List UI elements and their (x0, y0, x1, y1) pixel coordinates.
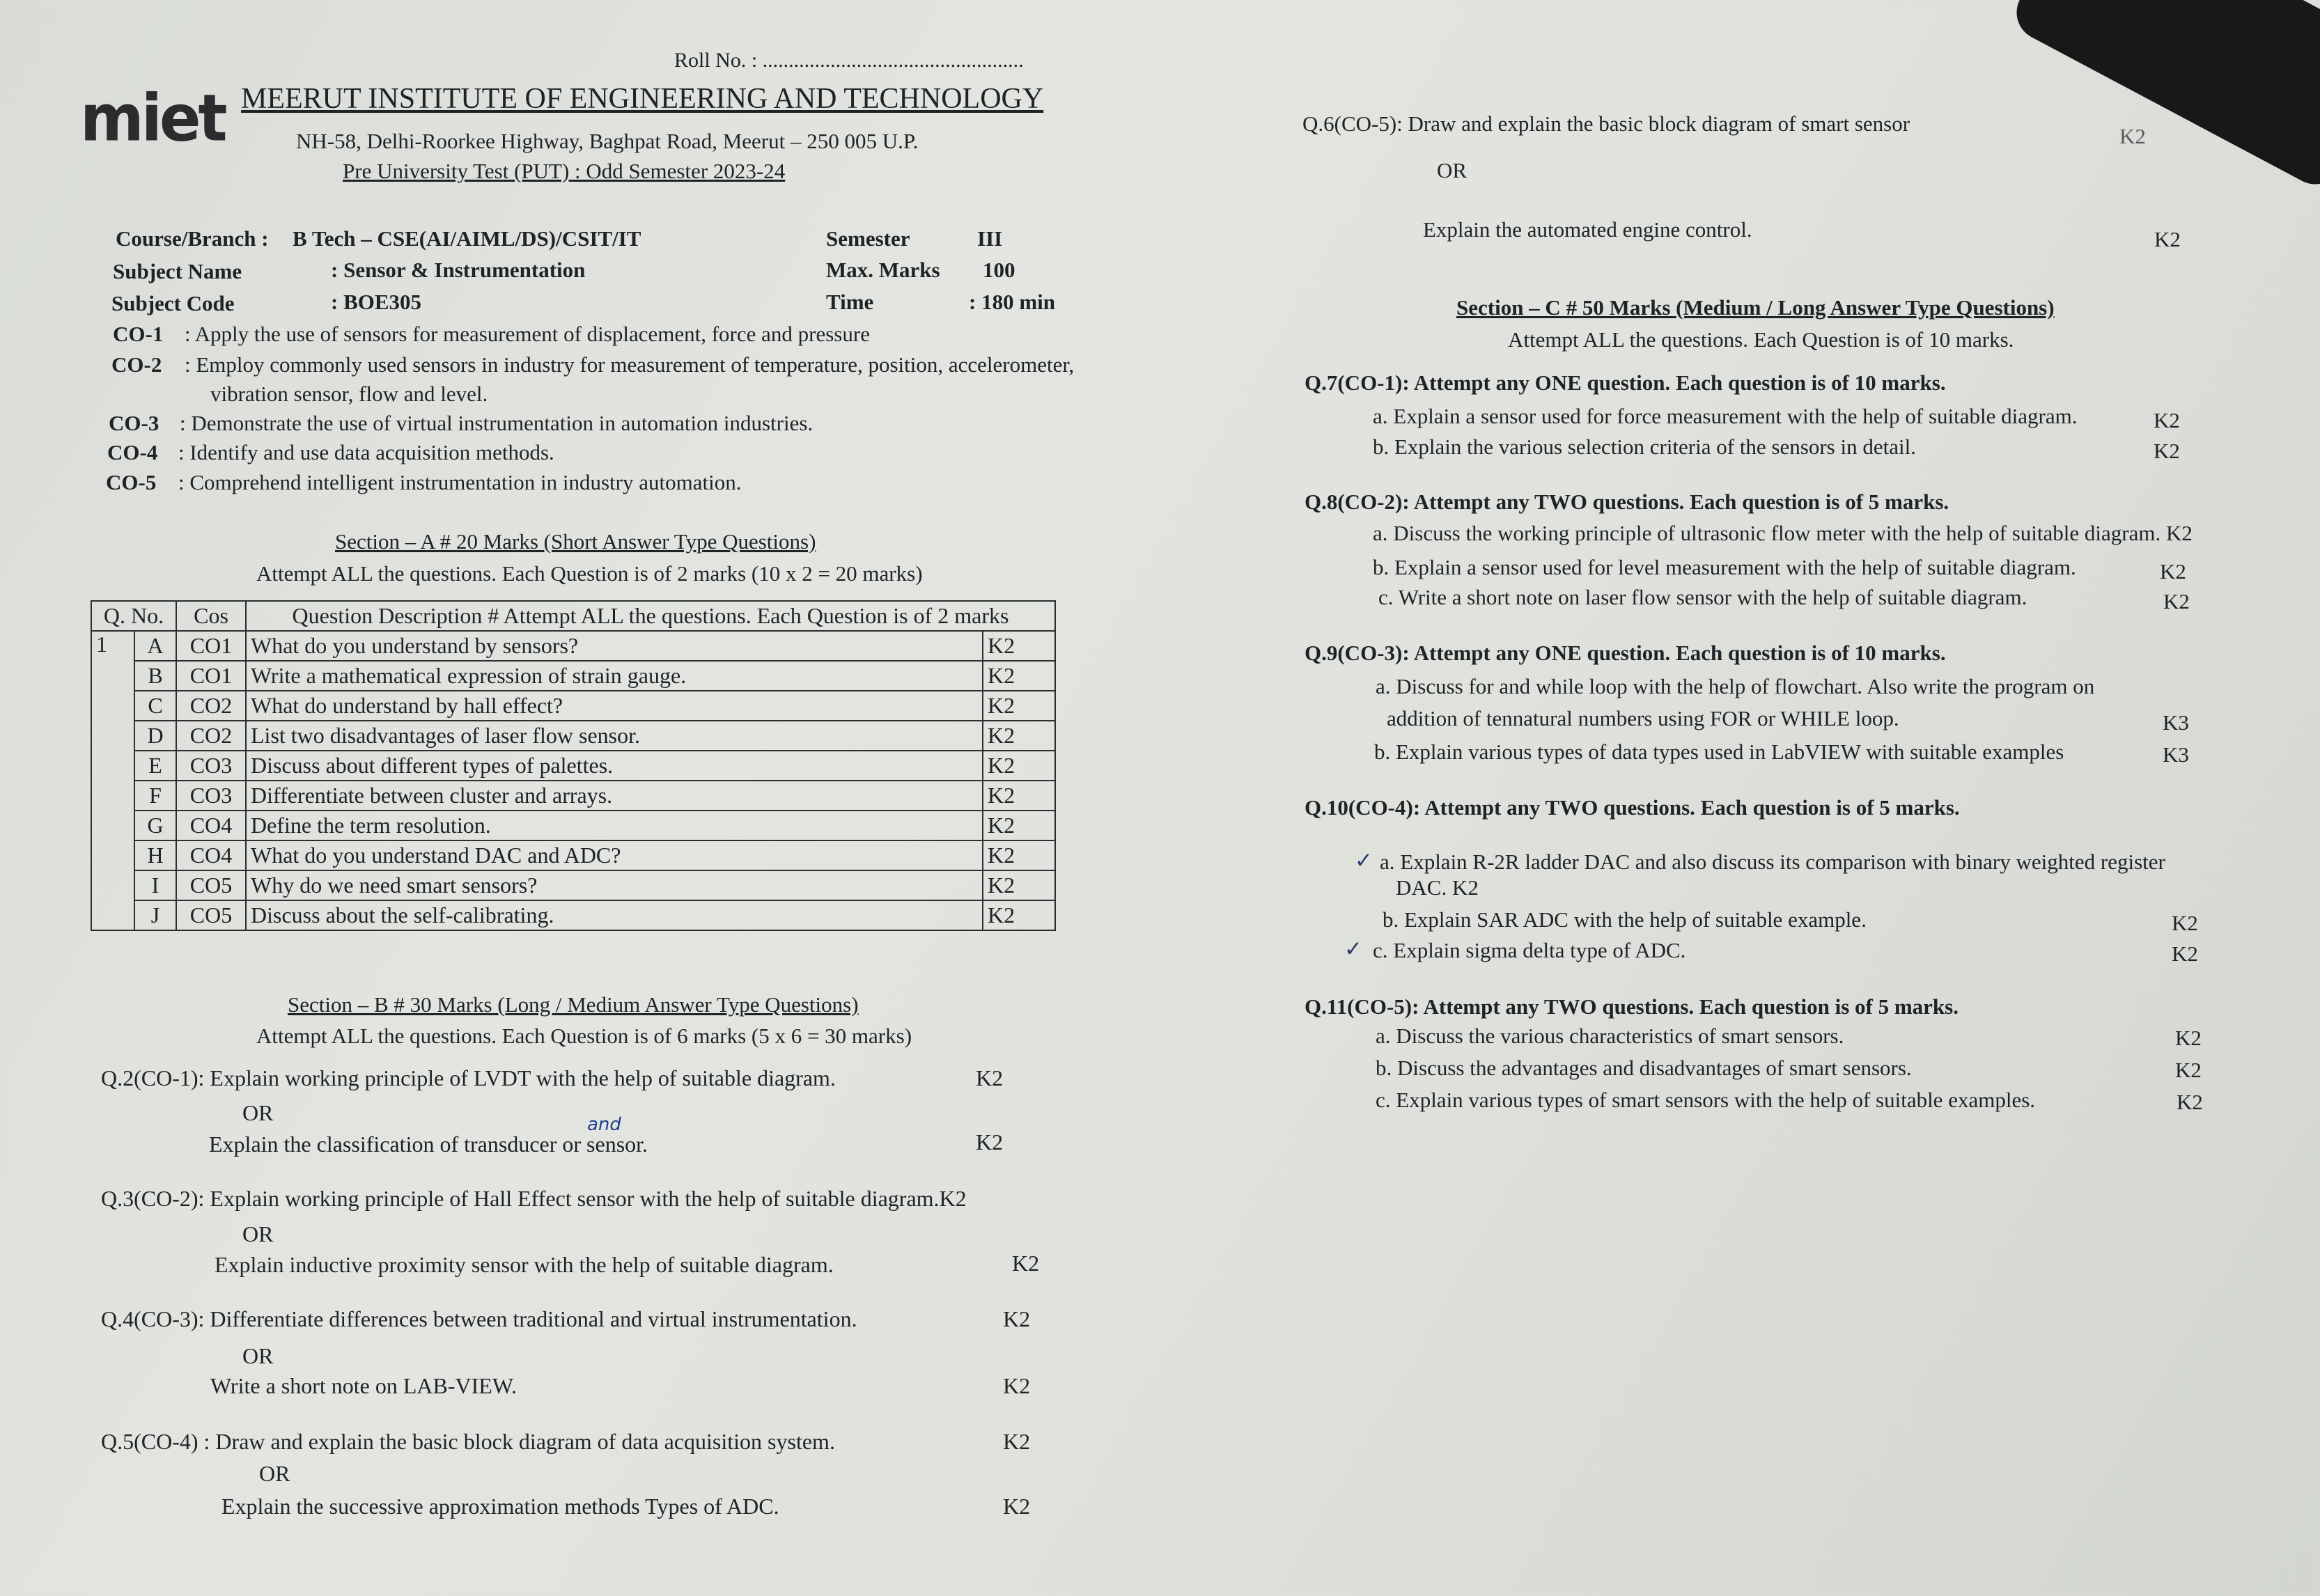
college-address: NH-58, Delhi-Roorkee Highway, Baghpat Road, Meerut – 250 005 U.P. (296, 129, 919, 153)
q3-option-a: Q.3(CO-2): Explain working principle of Hall Effect sensor with the help of suitable diagram.K2 (101, 1186, 967, 1211)
q4-option-a: Q.4(CO-3): Differentiate differences between traditional and virtual instrumentation. (101, 1306, 857, 1331)
question-text: What do understand by hall effect? (246, 691, 983, 721)
k-level: K2 (983, 661, 1055, 691)
college-logo: miet (80, 80, 225, 156)
co-cell: CO2 (176, 691, 246, 721)
check-mark-icon: ✓ (1355, 848, 1373, 873)
or-label: OR (259, 1461, 290, 1486)
table-row (91, 751, 1055, 781)
handwritten-note: and (587, 1114, 621, 1135)
subject-value: : Sensor & Instrumentation (331, 258, 586, 282)
k-level: K2 (983, 900, 1055, 930)
co-text: vibration sensor, flow and level. (210, 382, 488, 406)
k-level: K2 (2154, 227, 2181, 251)
q4-option-b: Write a short note on LAB-VIEW. (210, 1373, 517, 1398)
k-level: K2 (2154, 408, 2180, 432)
table-row (91, 661, 1055, 691)
semester-value: III (977, 226, 1003, 251)
sub-question-letter: F (134, 781, 176, 811)
k-level: K2 (983, 781, 1055, 811)
k-level: K2 (1003, 1494, 1031, 1519)
college-name: MEERUT INSTITUTE OF ENGINEERING AND TECHNOLOGY (241, 83, 1044, 115)
exam-title: Pre University Test (PUT) : Odd Semester 2023-24 (343, 159, 786, 183)
k-level: K2 (983, 751, 1055, 781)
co-cell: CO1 (176, 631, 246, 661)
co-cell: CO3 (176, 751, 246, 781)
cos-header: Cos (176, 601, 246, 631)
co-text: : Apply the use of sensors for measurement of displacement, force and pressure (185, 322, 870, 346)
section-a-table (91, 600, 1056, 931)
q2-option-b: Explain the classification of transducer or sensor. (209, 1132, 648, 1157)
q9-part-a-line2: addition of tennatural numbers using FOR or WHILE loop. (1387, 706, 1899, 730)
k-level: K2 (2119, 124, 2146, 148)
q7-part-b: b. Explain the various selection criteria of the sensors in detail. (1373, 435, 1916, 459)
co-code: CO-2 (111, 352, 162, 377)
k-level: K2 (983, 870, 1055, 900)
k-level: K2 (983, 721, 1055, 751)
q11-part-a: a. Discuss the various characteristics of smart sensors. (1376, 1024, 1844, 1048)
qno-header: Q. No. (91, 601, 176, 631)
q3-option-b: Explain inductive proximity sensor with the help of suitable diagram. (215, 1252, 834, 1277)
question-text: What do you understand by sensors? (246, 631, 983, 661)
k-level: K2 (2172, 941, 2198, 966)
q10-part-c: c. Explain sigma delta type of ADC. (1373, 938, 1686, 962)
co-cell: CO1 (176, 661, 246, 691)
table-row (91, 840, 1055, 870)
k-level: K2 (1003, 1306, 1031, 1331)
k-level: K2 (2175, 1058, 2202, 1082)
section-b-title: Section – B # 30 Marks (Long / Medium Answer Type Questions) (288, 992, 859, 1017)
sub-question-letter: B (134, 661, 176, 691)
table-row (91, 781, 1055, 811)
q11-part-b: b. Discuss the advantages and disadvantages of smart sensors. (1376, 1056, 1912, 1080)
sub-question-letter: C (134, 691, 176, 721)
sub-question-letter: D (134, 721, 176, 751)
q7-heading: Q.7(CO-1): Attempt any ONE question. Each question is of 10 marks. (1305, 370, 1946, 395)
time-value: : 180 min (969, 290, 1055, 314)
sub-question-letter: G (134, 811, 176, 840)
k-level: K2 (1012, 1251, 1040, 1276)
co-cell: CO5 (176, 870, 246, 900)
q10-part-b: b. Explain SAR ADC with the help of suitable example. (1383, 907, 1867, 932)
co-text: : Demonstrate the use of virtual instrumentation in automation industries. (180, 411, 813, 435)
question-text: Why do we need smart sensors? (246, 870, 983, 900)
k-level: K2 (2154, 439, 2180, 463)
question-text: Write a mathematical expression of strain gauge. (246, 661, 983, 691)
section-c-instruction: Attempt ALL the questions. Each Question is of 10 marks. (1508, 327, 2014, 352)
table-row (91, 900, 1055, 930)
table-row (91, 721, 1055, 751)
table-header-row (91, 601, 1055, 631)
k-level: K2 (983, 811, 1055, 840)
co-text: : Identify and use data acquisition methods. (178, 440, 554, 464)
or-label: OR (242, 1100, 274, 1125)
k-level: K2 (976, 1129, 1004, 1155)
table-row (91, 631, 1055, 661)
subject-label: Subject Name (113, 259, 242, 283)
k-level: K2 (2160, 559, 2186, 584)
co-cell: CO4 (176, 811, 246, 840)
k-level: K2 (2175, 1026, 2202, 1050)
sub-question-letter: E (134, 751, 176, 781)
q2-option-a: Q.2(CO-1): Explain working principle of LVDT with the help of suitable diagram. (101, 1065, 836, 1090)
or-label: OR (242, 1221, 274, 1246)
table-row (91, 811, 1055, 840)
time-label: Time (826, 290, 874, 314)
marks-value: 100 (983, 258, 1015, 282)
code-label: Subject Code (111, 291, 235, 315)
co-cell: CO2 (176, 721, 246, 751)
k-level: K2 (2177, 1090, 2203, 1114)
question-text: Discuss about the self-calibrating. (246, 900, 983, 930)
q8-part-a: a. Discuss the working principle of ultrasonic flow meter with the help of suitable diagram. K2 (1373, 521, 2193, 545)
phone-corner (2007, 0, 2320, 194)
q6-option-b: Explain the automated engine control. (1423, 217, 1752, 242)
co-code: CO-4 (107, 440, 158, 464)
question-text: List two disadvantages of laser flow sensor. (246, 721, 983, 751)
co-code: CO-5 (106, 470, 157, 494)
question-text: Define the term resolution. (246, 811, 983, 840)
or-label: OR (242, 1343, 274, 1368)
q10-heading: Q.10(CO-4): Attempt any TWO questions. Each question is of 5 marks. (1305, 795, 1960, 820)
co-text: : Comprehend intelligent instrumentation in industry automation. (178, 470, 742, 494)
co-cell: CO4 (176, 840, 246, 870)
question-text: Differentiate between cluster and arrays. (246, 781, 983, 811)
q9-part-a-line1: a. Discuss for and while loop with the help of flowchart. Also write the program on (1376, 674, 2095, 698)
co-cell: CO3 (176, 781, 246, 811)
k-level: K2 (983, 840, 1055, 870)
k-level: K2 (1003, 1429, 1031, 1454)
section-a-instruction: Attempt ALL the questions. Each Question is of 2 marks (10 x 2 = 20 marks) (256, 561, 923, 586)
semester-label: Semester (826, 226, 910, 251)
q5-option-a: Q.5(CO-4) : Draw and explain the basic block diagram of data acquisition system. (101, 1429, 835, 1454)
k-level: K2 (1003, 1373, 1031, 1398)
q8-part-b: b. Explain a sensor used for level measurement with the help of suitable diagram. (1373, 555, 2076, 579)
question-text: What do you understand DAC and ADC? (246, 840, 983, 870)
k-level: K2 (2172, 911, 2198, 935)
section-b-instruction: Attempt ALL the questions. Each Question is of 6 marks (5 x 6 = 30 marks) (256, 1024, 912, 1048)
table-row (91, 870, 1055, 900)
q5-option-b: Explain the successive approximation methods Types of ADC. (221, 1494, 779, 1519)
k-level: K2 (983, 631, 1055, 661)
co-code: CO-1 (113, 322, 164, 346)
question-text: Discuss about different types of palettes. (246, 751, 983, 781)
sub-question-letter: A (134, 631, 176, 661)
q11-heading: Q.11(CO-5): Attempt any TWO questions. Each question is of 5 marks. (1305, 994, 1959, 1019)
section-a-title: Section – A # 20 Marks (Short Answer Type Questions) (335, 529, 816, 554)
course-value: B Tech – CSE(AI/AIML/DS)/CSIT/IT (293, 226, 641, 251)
co-text: : Employ commonly used sensors in industry for measurement of temperature, position, accelerometer, (185, 352, 1075, 377)
code-value: : BOE305 (331, 290, 422, 314)
q7-part-a: a. Explain a sensor used for force measurement with the help of suitable diagram. (1373, 404, 2078, 428)
roll-number: Roll No. : .................................................. (674, 49, 1024, 72)
q11-part-c: c. Explain various types of smart sensors with the help of suitable examples. (1376, 1088, 2036, 1112)
course-label: Course/Branch : (116, 226, 269, 251)
co-code: CO-3 (109, 411, 159, 435)
q8-heading: Q.8(CO-2): Attempt any TWO questions. Each question is of 5 marks. (1305, 490, 1949, 514)
question-number: 1 (91, 631, 134, 930)
k-level: K2 (2163, 589, 2190, 613)
k-level: K3 (2163, 710, 2189, 735)
q10-part-a-line2: DAC. K2 (1396, 875, 1479, 900)
k-level: K2 (976, 1065, 1004, 1090)
q10-part-a-line1: a. Explain R-2R ladder DAC and also discuss its comparison with binary weighted register (1380, 850, 2165, 874)
co-cell: CO5 (176, 900, 246, 930)
marks-label: Max. Marks (826, 258, 940, 282)
sub-question-letter: I (134, 870, 176, 900)
sub-question-letter: H (134, 840, 176, 870)
section-c-title: Section – C # 50 Marks (Medium / Long Answer Type Questions) (1456, 295, 2055, 320)
q9-heading: Q.9(CO-3): Attempt any ONE question. Each question is of 10 marks. (1305, 641, 1946, 665)
sub-question-letter: J (134, 900, 176, 930)
q9-part-b: b. Explain various types of data types used in LabVIEW with suitable examples (1374, 740, 2064, 764)
k-level: K2 (983, 691, 1055, 721)
q8-part-c: c. Write a short note on laser flow sensor with the help of suitable diagram. (1378, 585, 2027, 609)
or-label: OR (1437, 158, 1467, 182)
q6-option-a: Q.6(CO-5): Draw and explain the basic block diagram of smart sensor (1302, 111, 1910, 136)
k-level: K3 (2163, 742, 2189, 767)
description-header: Question Description # Attempt ALL the questions. Each Question is of 2 marks (246, 601, 1055, 631)
check-mark-icon: ✓ (1344, 937, 1362, 962)
table-row (91, 691, 1055, 721)
